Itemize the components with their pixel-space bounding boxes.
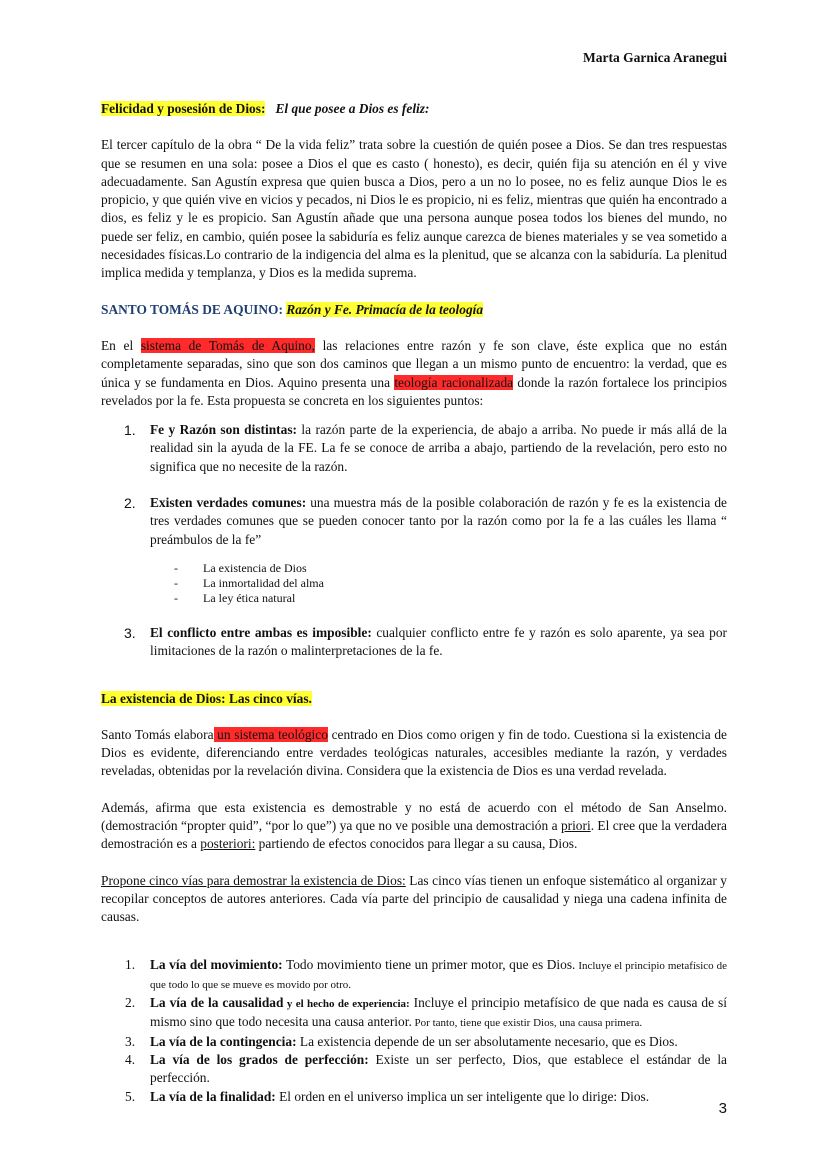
paragraph-felicidad: El tercer capítulo de la obra “ De la vida feliz” trata sobre la cuestión de quién posee a Dios. Se dan tres respuestas que se resumen en una sola: posee a Dios el que es casto ( honesto), es decir, quién fija su atención en él y vive adecuadamente. San Agustín expresa que quien busca a Dios, pero a un no lo posee, no es feliz aunque Dios le es propicio, y que quién vive en vicios y pecados, ni Dios le es propicio, ni es feliz, mientras que quién ha encontrado a dios, es feliz y le es propicio. San Agustín añade que una persona aunque posea todos los bienes del mundo, no puede ser feliz, en cambio, quién posee la sabiduría es feliz aunque carezca de bienes materiales y se vea sometido a necesidades físicas.Lo contrario de la indigencia del alma es la plenitud, que se alcanza con la sabiduría. La plenitud implica medida y templanza, y Dios es la medida suprema. — [101, 137, 727, 281]
p2-text-c: partiendo de efectos conocidos para llegar a su causa, Dios. — [255, 836, 578, 852]
dash-bullet: - — [174, 590, 178, 605]
list-item — [101, 1088, 727, 1106]
via-text: La existencia depende de un ser absolutamente necesario, que es Dios. — [296, 1033, 678, 1049]
section-heading-cinco-vias — [101, 690, 727, 708]
paragraph-demostracion — [101, 799, 727, 854]
point-text: una muestra más de la posible colaboración de razón y fe es la existencia de tres verdades comunes que se pueden conocer tanto por la razón como por la fe a las cuáles les llama “ preámbulos de la fe” — [150, 495, 728, 547]
p3-text-b: Las cinco vías tienen un enfoque sistemático al organizar y recopilar conceptos de autores anteriores. Cada vía parte del principio de causalidad y niega una cadena infinita de causas. — [101, 872, 728, 925]
list-item — [101, 494, 727, 606]
via-title-small: y el hecho de experiencia: — [283, 998, 410, 1011]
highlighted-heading: La existencia de Dios: Las cinco vías. — [101, 690, 312, 706]
preambles-list — [101, 561, 727, 606]
aquino-points-list-3 — [101, 624, 727, 661]
via-title: La vía de la contingencia: — [150, 1033, 297, 1049]
underline-posteriori: posteriori: — [200, 836, 256, 852]
list-number: 2. — [125, 995, 136, 1011]
intro-text-c: donde la razón fortalece los principios revelados por la fe. Esta propuesta se concreta en los siguientes puntos: — [101, 374, 727, 408]
p1-text-a: Santo Tomás elabora — [101, 726, 214, 742]
via-title: La vía de los grados de perfección: — [150, 1051, 369, 1067]
section-heading-aquino — [101, 301, 727, 319]
paragraph-cinco-vias — [101, 872, 727, 927]
paragraph-sistema-teologico — [101, 726, 727, 781]
list-item — [101, 1051, 727, 1088]
list-item — [101, 956, 727, 995]
aquino-points-list-2 — [101, 494, 727, 606]
via-text: Existe un ser perfecto, Dios, que establece el estándar de la perfección. — [150, 1051, 727, 1086]
list-number: 5. — [125, 1088, 136, 1104]
list-number: 3. — [125, 1033, 136, 1049]
p2-text-b: . El cree que la verdadera demostración es a — [101, 818, 727, 852]
list-item — [101, 561, 727, 576]
paragraph-aquino-intro — [101, 337, 727, 410]
page-content — [101, 100, 727, 1106]
list-item — [101, 591, 727, 606]
list-number: 2. — [124, 495, 136, 512]
page-number: 3 — [718, 1100, 727, 1117]
preamble-text: La existencia de Dios — [203, 560, 307, 575]
list-item — [101, 1033, 727, 1051]
preamble-text: La ley ética natural — [203, 590, 296, 605]
highlight-sistema-teologico: un sistema teológico — [213, 726, 328, 742]
dash-bullet: - — [174, 560, 178, 575]
aquino-heading-text: SANTO TOMÁS DE AQUINO: — [101, 301, 283, 317]
underline-priori: priori — [560, 818, 591, 834]
aquino-points-list — [101, 421, 727, 476]
via-text: El orden en el universo implica un ser inteligente que lo dirige: Dios. — [275, 1088, 650, 1104]
section-heading-felicidad — [101, 100, 727, 118]
intro-text-b: las relaciones entre razón y fe son clave, éste explica que no están completamente separadas, sino que son dos caminos que llegan a un mismo punto de encuentro: la verdad, que es única y se fundamenta en Dios. Aquino presenta una — [101, 337, 728, 390]
point-title: Fe y Razón son distintas: — [150, 422, 298, 438]
via-note: Incluye el principio metafísico de que todo lo que se mueve es movido por otro. — [150, 959, 727, 991]
via-title: La vía del movimiento: — [150, 956, 283, 972]
list-item — [101, 994, 727, 1033]
list-number: 1. — [124, 422, 136, 439]
highlight-sistema: sistema de Tomás de Aquino, — [140, 337, 315, 353]
author-name: Marta Garnica Aranegui — [583, 50, 727, 65]
underline-propone: Propone cinco vías para demostrar la existencia de Dios: — [101, 872, 406, 888]
highlight-teologia: teología racionalizada — [394, 374, 514, 390]
via-title: La vía de la finalidad: — [150, 1088, 276, 1104]
via-text: Incluye el principio metafísico de que nada es causa de sí mismo sino que todo necesita una causa anterior. — [150, 995, 727, 1030]
intro-text-a: En el — [101, 337, 141, 353]
aquino-subheading: Razón y Fe. Primacía de la teología — [286, 301, 484, 317]
list-number: 1. — [125, 956, 136, 972]
list-item — [101, 576, 727, 591]
point-title: El conflicto entre ambas es imposible: — [150, 624, 372, 640]
p1-text-b: centrado en Dios como origen y fin de todo. Cuestiona si la existencia de Dios es evidente, diferenciando entre verdades teológicas naturales, accesibles mediante la razón, y verdades reveladas, obtenidas por la revelación divina. Considera que la existencia de Dios es una verdad revelada. — [101, 726, 727, 779]
cinco-vias-list — [101, 956, 727, 1106]
list-number: 4. — [125, 1051, 136, 1067]
point-text: la razón parte de la experiencia, de abajo a arriba. No puede ir más allá de la realidad sin la ayuda de la FE. La fe se conoce de arriba a abajo, partiendo de la revelación, pero esto no significa que no necesite de la razón. — [150, 422, 727, 474]
via-note: Por tanto, tiene que existir Dios, una causa primera. — [411, 1017, 643, 1030]
list-item — [101, 624, 727, 661]
list-item — [101, 421, 727, 476]
via-text: Todo movimiento tiene un primer motor, que es Dios. — [282, 956, 576, 972]
section-subheading: El que posee a Dios es feliz: — [275, 101, 430, 116]
highlighted-heading: Felicidad y posesión de Dios: — [101, 101, 266, 116]
point-text: cualquier conflicto entre fe y razón es solo aparente, ya sea por limitaciones de la razón o malinterpretaciones de la fe. — [150, 624, 727, 659]
point-title: Existen verdades comunes: — [150, 495, 307, 511]
list-number: 3. — [124, 624, 136, 641]
dash-bullet: - — [174, 575, 178, 590]
via-title: La vía de la causalidad — [150, 995, 284, 1011]
p2-text-a: Además, afirma que esta existencia es demostrable y no está de acuerdo con el método de San Anselmo. (demostración “propter quid”, “por lo que”) ya que no ve posible una demostración a — [101, 799, 727, 834]
preamble-text: La inmortalidad del alma — [203, 575, 324, 590]
